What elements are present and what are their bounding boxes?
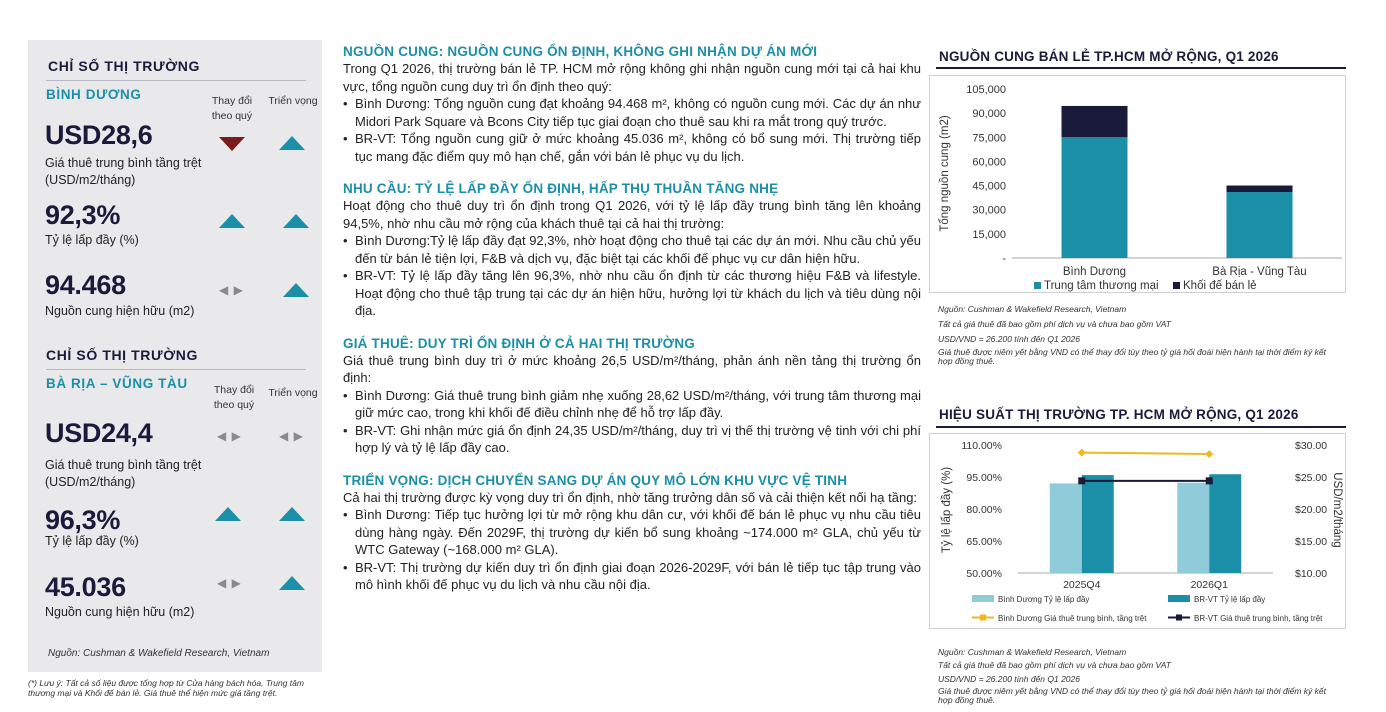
vt-occupancy-value: 96,3%: [45, 505, 121, 535]
down-arrow-icon: [219, 137, 245, 151]
legend-label: Trung tâm thương mại: [1044, 280, 1159, 292]
up-arrow-icon: [279, 507, 305, 521]
chart1-note: USD/VND = 26.200 tính đến Q1 2026: [938, 334, 1080, 344]
y-tick-label: 50.00%: [966, 568, 1002, 580]
col-head-outlook: Triển vọng: [268, 95, 318, 107]
bd-supply-label: Nguồn cung hiện hữu (m2): [45, 304, 195, 318]
legend-label: Bình Dương Tỷ lệ lấp đầy: [998, 595, 1090, 604]
bar: [1177, 483, 1209, 573]
line-marker: [1205, 450, 1213, 458]
bd-occupancy-value: 92,3%: [45, 200, 121, 230]
col-head-outlook: Triển vọng: [268, 387, 318, 399]
y-tick-label: -: [1002, 253, 1006, 265]
divider: [46, 369, 306, 370]
y-tick-label: 95.00%: [966, 472, 1002, 484]
bullet-item: • Bình Dương: Tiếp tục hưởng lợi từ mở rộng khu dân cư, với khối đế bán lẻ phục vụ nhu cầu tiêu dùng hàng ngày. Đến 2029F, thị trường dự kiến bổ sung khoảng ~174.000 m² GLA, chủ yếu từ WTC Gateway (~168.000 m² GLA).: [343, 506, 921, 559]
legend-marker: [980, 615, 986, 621]
legend-label: BR-VT Tỷ lệ lấp đầy: [1194, 595, 1266, 604]
vt-supply-label: Nguồn cung hiện hữu (m2): [45, 605, 195, 619]
paragraph: Trong Q1 2026, thị trường bán lẻ TP. HCM mở rộng không ghi nhận nguồn cung mới tại cả hai khu vực, tổng nguồn cung duy trì ổn định theo quý:: [343, 61, 921, 94]
x-tick-label: 2026Q1: [1190, 579, 1228, 591]
flat-arrow-icon: ◀ ▶: [217, 429, 242, 443]
x-tick-label: 2025Q4: [1063, 579, 1101, 591]
section-heading: GIÁ THUÊ: DUY TRÌ ỔN ĐỊNH Ở CẢ HAI THỊ TRƯỜNG: [343, 335, 695, 351]
y2-tick-label: $15.00: [1295, 536, 1328, 548]
up-arrow-icon: [219, 214, 245, 228]
line-marker: [1078, 449, 1086, 457]
y2-tick-label: $30.00: [1295, 440, 1328, 452]
chart2-note: USD/VND = 26.200 tính đến Q1 2026: [938, 674, 1080, 684]
bullet-item: • BR-VT: Ghi nhận mức giá ổn định 24,35 USD/m²/tháng, duy trì vị thế thị trường vệ tinh với chi phí hợp lý và tỷ lệ lấp đầy cao.: [343, 422, 921, 457]
supply-section: [343, 44, 921, 165]
y-tick-label: 105,000: [966, 84, 1006, 96]
divider: [46, 80, 306, 81]
section-title-vt: CHỈ SỐ THỊ TRƯỜNG: [46, 347, 198, 363]
y-tick-label: 110.00%: [961, 440, 1002, 452]
up-arrow-icon: [283, 283, 309, 297]
legend-swatch: [1173, 282, 1180, 289]
performance-chart-frame: [929, 433, 1346, 629]
y-tick-label: 65.00%: [966, 536, 1002, 548]
outlook-section: [343, 473, 921, 594]
y-tick-label: 45,000: [972, 180, 1006, 193]
y-tick-label: 15,000: [972, 228, 1006, 241]
bullet-item: • Bình Dương:Tỷ lệ lấp đầy đạt 92,3%, nhờ hoạt động cho thuê tại các dự án mới. Nhu cầu chủ yếu đến từ bán lẻ tiện lợi, F&B và dịch vụ, đặc biệt tại các khối đế phục vụ cư dân hiện hữu.: [343, 232, 921, 267]
bd-occupancy-label: Tỷ lệ lấp đầy (%): [45, 233, 139, 247]
bd-rent-value: USD28,6: [45, 120, 153, 150]
panel-source: Nguồn: Cushman & Wakefield Research, Vietnam: [48, 648, 270, 659]
bar: [1209, 474, 1241, 573]
paragraph: Cả hai thị trường được kỳ vọng duy trì ổn định, nhờ tăng trưởng dân số và cải thiện kết nối hạ tầng:: [343, 489, 918, 505]
section-title-bd: CHỈ SỐ THỊ TRƯỜNG: [48, 58, 200, 74]
supply-chart-frame: [929, 75, 1346, 293]
vt-rent-value: USD24,4: [45, 418, 153, 448]
flat-arrow-icon: ◀ ▶: [217, 576, 242, 590]
vt-rent-label: Giá thuê trung bình tầng trệt (USD/m2/tháng): [45, 458, 202, 489]
supply-chart: [930, 76, 1347, 294]
region-bd: BÌNH DƯƠNG: [46, 87, 142, 102]
bd-rent-label: Giá thuê trung bình tầng trệt (USD/m2/tháng): [45, 156, 202, 187]
flat-arrow-icon: ◀ ▶: [219, 283, 244, 297]
up-arrow-icon: [215, 507, 241, 521]
y-tick-label: 90,000: [972, 108, 1006, 121]
divider: [936, 426, 1346, 428]
y-tick-label: 75,000: [972, 132, 1006, 145]
section-heading: TRIỂN VỌNG: DỊCH CHUYỂN SANG DỰ ÁN QUY MÔ LỚN KHU VỰC VỆ TINH: [343, 472, 848, 488]
bullet-item: • Bình Dương: Tổng nguồn cung đạt khoảng 94.468 m², không có nguồn cung mới. Các dự án như Midori Park Square và Bcons City tiếp tục giai đoạn cho thuê sau khi ra mắt trong quý trước.: [343, 95, 921, 130]
col-head-change: Thay đổi theo quý: [213, 384, 255, 411]
chart1-note: Tất cả giá thuê đã bao gồm phí dịch vụ và chưa bao gồm VAT: [938, 319, 1171, 329]
bullet-item: • BR-VT: Tổng nguồn cung giữ ở mức khoảng 45.036 m², không có bổ sung mới. Thị trường tiếp tục mang đặc điểm quy mô hạn chế, gắn với bán lẻ phục vụ du lịch.: [343, 130, 921, 165]
bullet-item: • Bình Dương: Giá thuê trung bình giảm nhẹ xuống 28,62 USD/m²/tháng, với trung tâm thương mại giữ mức cao, trong khi khối đế điều chỉnh nhẹ để hỗ trợ lấp đầy.: [343, 387, 921, 422]
divider: [936, 67, 1346, 69]
line-marker: [1078, 477, 1085, 484]
commentary: [343, 44, 921, 610]
y-tick-label: 80.00%: [966, 504, 1002, 516]
bar-segment: [1227, 186, 1293, 192]
chart2-title: HIỆU SUẤT THỊ TRƯỜNG TP. HCM MỞ RỘNG, Q1 2026: [939, 407, 1299, 422]
col-head-change: Thay đổi theo quý: [211, 95, 253, 122]
bullet-item: • BR-VT: Tỷ lệ lấp đầy tăng lên 96,3%, nhờ nhu cầu ổn định từ các thương hiệu F&B và lifestyle. Hoạt động cho thuê tập trung tại các dự án hiện hữu, hưởng lợi từ khách du lịch và tiêu dùng nội địa.: [343, 267, 921, 320]
up-arrow-icon: [279, 136, 305, 150]
vt-supply-value: 45.036: [45, 572, 126, 602]
demand-section: [343, 181, 921, 320]
y-axis-label: Tổng nguồn cung (m2): [939, 115, 951, 232]
y2-tick-label: $10.00: [1295, 568, 1328, 580]
up-arrow-icon: [279, 576, 305, 590]
chart1-note: Nguồn: Cushman & Wakefield Research, Vietnam: [938, 304, 1127, 314]
flat-arrow-icon: ◀ ▶: [279, 429, 304, 443]
line-marker: [1206, 477, 1213, 484]
x-tick-label: Bà Rịa - Vũng Tàu: [1212, 266, 1307, 278]
up-arrow-icon: [283, 214, 309, 228]
vt-occupancy-label: Tỷ lệ lấp đầy (%): [45, 534, 139, 548]
footnote: (*) Lưu ý: Tất cả số liệu được tổng hợp từ Cửa hàng bách hóa, Trung tâm thương mại và Khối đế bán lẻ. Giá thuê thể hiện mức giá tầng trệt.: [28, 678, 304, 698]
legend-label: Bình Dương Giá thuê trung bình, tầng trệt: [998, 614, 1147, 623]
region-vt: BÀ RỊA – VŨNG TÀU: [46, 376, 188, 391]
bar-segment: [1227, 192, 1293, 258]
y-tick-label: 60,000: [972, 156, 1006, 169]
bar-segment: [1062, 106, 1128, 137]
y2-tick-label: $25.00: [1295, 472, 1328, 484]
y-tick-label: 30,000: [972, 204, 1006, 217]
bd-supply-value: 94.468: [45, 270, 126, 300]
bullet-item: • BR-VT: Thị trường dự kiến duy trì ổn định giai đoạn 2026-2029F, với bán lẻ tiếp tục tập trung vào mô hình khối đế phục vụ du lịch và nhu cầu nội địa.: [343, 559, 921, 594]
chart2-note: Tất cả giá thuê đã bao gồm phí dịch vụ và chưa bao gồm VAT: [938, 660, 1171, 670]
market-indicators-panel: [28, 40, 322, 672]
performance-chart: [930, 434, 1347, 630]
legend-swatch: [972, 595, 994, 602]
chart1-note: Giá thuê được niêm yết bằng VND có thể thay đổi tùy theo tỷ giá hối đoái hiện hành tại thời điểm ký kết hợp đồng thuê.: [938, 347, 1326, 366]
y-axis-label: Tỷ lệ lấp đầy (%): [941, 466, 953, 554]
legend-swatch: [1168, 595, 1190, 602]
chart2-note: Giá thuê được niêm yết bằng VND có thể thay đổi tùy theo tỷ giá hối đoái hiện hành tại thời điểm ký kết hợp đồng thuê.: [938, 686, 1326, 705]
chart1-title: NGUỒN CUNG BÁN LẺ TP.HCM MỞ RỘNG, Q1 2026: [939, 49, 1279, 64]
paragraph: Giá thuê trung bình duy trì ở mức khoảng 26,5 USD/m²/tháng, phản ánh nền tảng thị trường ổn định:: [343, 352, 921, 385]
bar: [1050, 483, 1082, 573]
legend-label: BR-VT Giá thuê trung bình, tầng trệt: [1194, 614, 1323, 623]
legend-swatch: [1034, 282, 1041, 289]
section-heading: NHU CẦU: TỶ LỆ LẤP ĐẦY ỔN ĐỊNH, HẤP THỤ THUẦN TĂNG NHẸ: [343, 181, 779, 196]
legend-label: Khối đế bán lẻ: [1183, 280, 1257, 292]
bar-segment: [1062, 137, 1128, 258]
x-tick-label: Bình Dương: [1062, 266, 1127, 278]
bar: [1082, 475, 1114, 573]
y2-axis-label: USD/m2/tháng: [1331, 472, 1343, 548]
legend-marker: [1176, 615, 1182, 621]
y2-tick-label: $20.00: [1295, 504, 1328, 516]
paragraph: Hoạt động cho thuê duy trì ổn định trong Q1 2026, với tỷ lệ lấp đầy trung bình tăng lên khoảng 94,5%, nhờ nhu cầu mở rộng của khách thuê tại cả hai thị trường:: [343, 198, 921, 231]
rent-section: [343, 336, 921, 457]
series-line: [1082, 453, 1210, 454]
chart2-note: Nguồn: Cushman & Wakefield Research, Vietnam: [938, 647, 1127, 657]
section-heading: NGUỒN CUNG: NGUỒN CUNG ỔN ĐỊNH, KHÔNG GHI NHẬN DỰ ÁN MỚI: [343, 44, 818, 59]
